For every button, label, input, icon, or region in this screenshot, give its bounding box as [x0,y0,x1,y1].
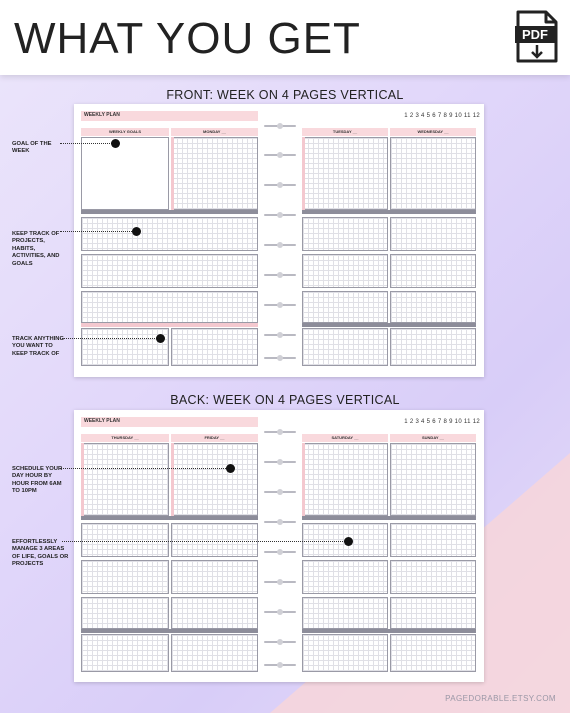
front-section-title: FRONT: WEEK ON 4 PAGES VERTICAL [166,88,404,102]
annotation-goal: GOAL OF THE WEEK [12,141,52,155]
binder-ring-icon [262,460,298,464]
binder-ring-icon [262,153,298,157]
leader-line [60,231,134,232]
saturday-header: SATURDAY __ [302,434,388,442]
area-grid-5 [302,291,388,323]
leader-line [60,468,228,469]
back-right-page [296,410,484,682]
hour-strip [171,443,174,516]
area-grid-3 [302,560,388,594]
annotation-manage: EFFORTLESSLY MANAGE 3 AREAS OF LIFE, GOALS OR PROJECTS [12,539,69,568]
weekly-plan-label: WEEKLY PLAN [84,418,120,424]
area-grid-3 [302,254,388,288]
binder-ring-icon [262,273,298,277]
notes-grid [171,634,258,672]
binder-ring-icon [262,550,298,554]
binder-ring-icon [262,243,298,247]
month-tabs: 1 2 3 4 5 6 7 8 9 10 11 12 [404,419,480,425]
callout-dot [132,227,141,236]
binder-ring-icon [262,213,298,217]
annotation-track: TRACK ANYTHING YOU WANT TO KEEP TRACK OF [12,336,64,357]
callout-dot [156,334,165,343]
section-divider-bar [302,323,476,327]
wednesday-header: WEDNESDAY __ [390,128,476,136]
binder-ring-icon [262,663,298,667]
thursday-schedule-grid [81,443,169,516]
area-grid-6 [390,597,476,629]
binder-rings [262,104,298,377]
weekly-goals-box [81,137,169,210]
notes-grid [171,328,258,366]
binder-ring-icon [262,124,298,128]
area-grid-6 [171,597,258,629]
area-grid-4 [390,254,476,288]
binder-ring-icon [262,520,298,524]
habit-tracker-grid [81,328,169,366]
back-section-title: BACK: WEEK ON 4 PAGES VERTICAL [170,393,400,407]
wednesday-schedule-grid [390,137,476,210]
hour-strip [302,443,305,516]
section-divider-bar [81,516,258,520]
area-grid-1 [81,523,169,557]
front-left-page [74,104,264,377]
weekly-plan-bar [81,111,258,121]
section-divider-bar [81,629,258,633]
binder-ring-icon [262,580,298,584]
back-left-page [74,410,264,682]
hour-strip [81,443,84,516]
section-divider-bar [302,516,476,520]
leader-line [60,143,114,144]
weekly-plan-label: WEEKLY PLAN [84,112,120,118]
binder-ring-icon [262,610,298,614]
area-grid-5 [302,597,388,629]
binder-ring-icon [262,333,298,337]
tuesday-schedule-grid [302,137,388,210]
monday-header: MONDAY __ [171,128,258,136]
shop-watermark: PAGEDORABLE.ETSY.COM [445,694,556,703]
notes-grid [81,634,169,672]
friday-schedule-grid [171,443,258,516]
area-grid-3 [81,560,169,594]
notes-grid [390,634,476,672]
pdf-file-icon [515,10,559,64]
annotation-schedule: SCHEDULE YOUR DAY HOUR BY HOUR FROM 6AM TO 10PM [12,466,63,495]
area-grid-2 [171,523,258,557]
notes-grid [390,328,476,366]
callout-dot [111,139,120,148]
tracker-grid-2 [81,254,258,288]
area-grid-4 [171,560,258,594]
binder-ring-icon [262,183,298,187]
hour-strip [302,137,305,210]
sunday-schedule-grid [390,443,476,516]
header [0,0,570,75]
area-grid-1 [302,217,388,251]
leader-line [60,338,157,339]
area-grid-6 [390,291,476,323]
binder-ring-icon [262,303,298,307]
annotation-projects: KEEP TRACK OF PROJECTS, HABITS, ACTIVITIES, AND GOALS [12,231,60,267]
page-title: WHAT YOU GET [14,14,361,63]
habit-tracker-bar [81,323,258,327]
monday-schedule-grid [171,137,258,210]
saturday-schedule-grid [302,443,388,516]
section-divider-bar [81,210,258,214]
binder-ring-icon [262,356,298,360]
binder-ring-icon [262,490,298,494]
weekly-goals-header: WEEKLY GOALS [81,128,169,136]
section-divider-bar [302,210,476,214]
binder-ring-icon [262,640,298,644]
notes-grid [302,328,388,366]
section-divider-bar [302,629,476,633]
thursday-header: THURSDAY __ [81,434,169,442]
area-grid-4 [390,560,476,594]
leader-line [62,541,345,542]
area-grid-2 [390,217,476,251]
friday-header: FRIDAY __ [171,434,258,442]
tuesday-header: TUESDAY __ [302,128,388,136]
weekly-plan-bar [81,417,258,427]
front-right-page [296,104,484,377]
tracker-grid-1 [81,217,258,251]
area-grid-5 [81,597,169,629]
area-grid-2 [390,523,476,557]
binder-rings [262,410,298,682]
tracker-grid-3 [81,291,258,323]
callout-dot [226,464,235,473]
hour-strip [171,137,174,210]
binder-ring-icon [262,430,298,434]
month-tabs: 1 2 3 4 5 6 7 8 9 10 11 12 [404,113,480,119]
sunday-header: SUNDAY __ [390,434,476,442]
pdf-label: PDF [522,27,548,42]
callout-dot [344,537,353,546]
notes-grid [302,634,388,672]
